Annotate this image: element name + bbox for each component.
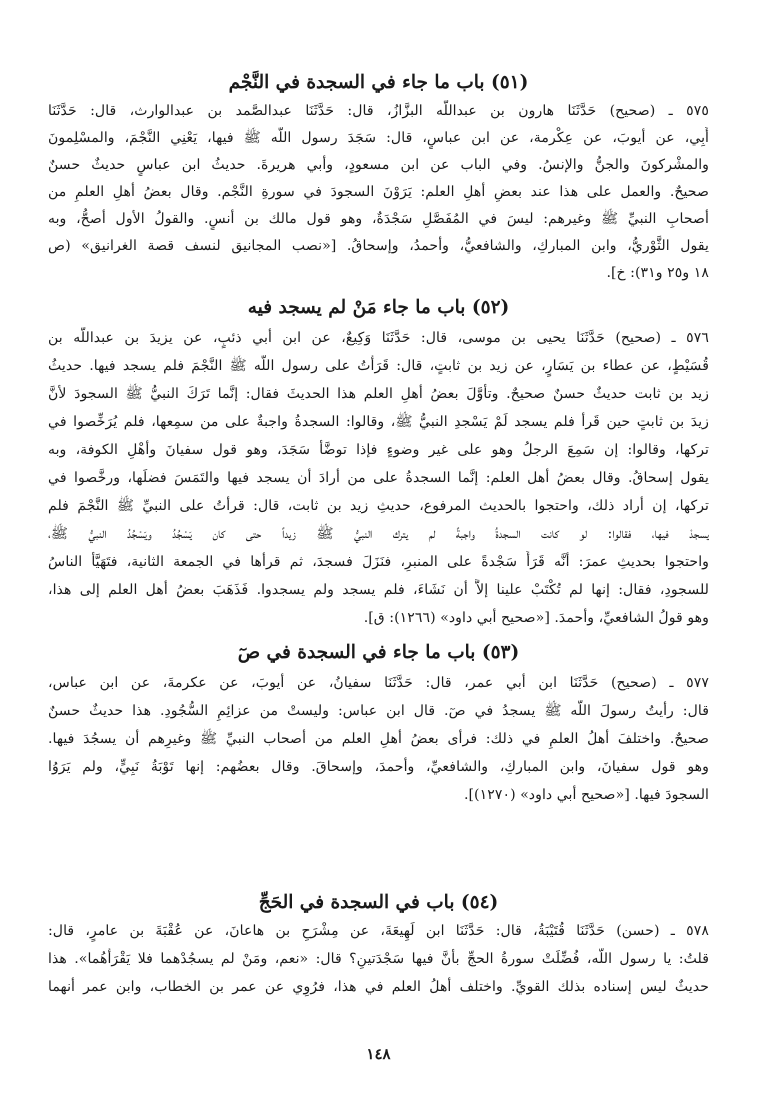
text-line: صحيحٌ. واختلفَ أهلُ العلمِ في ذلك: فرأى بعضُ أهلِ العلم من أصحاب النبيِّ ﷺ وغيرِهم أن يسجُدَ فيها.	[48, 731, 709, 747]
text-line: واحتجوا بحديثِ عمرَ: أنَّه قَرَأَ سَجْدةً على المنبرِ، فنَزَلَ فسجدَ، ثم قرأها في الجمعة الثانية، فتَهَيَّأَ الناسُ	[48, 554, 709, 570]
text-line: يقول الثَّوْريُّ، وابن المباركِ، والشافعيُّ، وأحمدُ، وإسحاقُ. [«نصب المجانيق لنسف قصة الغرانيق» (ص	[48, 238, 709, 254]
section-heading-52: (٥٢) باب ما جاء مَنْ لم يسجد فيه	[247, 297, 510, 318]
text-line: زيدَ بن ثابتٍ حين قَرأ فلم يسجد لَمْ يَسْجدِ النبيُّ ﷺ، وقالوا: السجدةُ واجبةٌ على من سمِعها، فلم يُرَخِّصوا في	[48, 414, 709, 430]
text-line: يسجدْ فيها، فقالوا: لو كانت السجدةُ واجبةً لم يترك النبيُّ ﷺ زيداً حتى كان يَسْجُدُ ويَسْجُدُ النبيُّ ﷺ،	[48, 526, 709, 542]
text-line: حديثٌ ليس إسناده بذلك القويِّ. واختلف أهلُ العلم في هذا، فرُوِي عن عمر بن الخطاب، وابن عمر أنهما	[48, 979, 709, 995]
text-line: ٥٧٥ ـ (صحيح) حَدَّثَنَا هارون بن عبداللّه البزَّازُ، قال: حَدَّثَنَا عبدالصَّمد بن عبدالوارث، قال: حَدَّثَنَا	[48, 103, 709, 119]
text-line: ٥٧٦ ـ (صحيح) حَدَّثَنَا يحيى بن موسى، قال: حَدَّثَنَا وَكِيعٌ، عن ابن أبي ذئبٍ، عن يزيدَ بن عبداللّه بن	[48, 330, 709, 346]
text-line: تركها، وقالوا: إن سَمِعَ الرجلُ وهو على غير وضوءٍ فإذا توضَّأَ سَجَدَ، وهو قول سفيانَ وأهْلِ الكوفة، وبه	[48, 442, 709, 458]
text-line: أصحابِ النبيِّ ﷺ وغيرهم: ليسَ في المُفَصَّلِ سَجْدَةٌ، وهو قول مالك بن أنسٍ. والقولُ الأول أصحُّ، وبه	[48, 211, 709, 227]
text-line: ١٨ و٢٥ و٣١): خ].	[606, 265, 709, 281]
page-number: ١٤٨	[366, 1045, 391, 1063]
text-line: أَبِي، عن أيوبَ، عن عِكْرمة، عن ابن عباسٍ، قال: سَجَدَ رسول اللّه ﷺ فيها، يَعْنِي النَّجْمَ، والمسْلِمونَ	[48, 130, 709, 146]
text-line: ٥٧٨ ـ (حسن) حَدَّثَنَا قُتَيْبَةُ، قال: حَدَّثَنَا ابن لَهِيعَةَ، عن مِشْرَحِ بن هاعانَ، عن عُقْبَةَ بن عامرٍ، قال:	[48, 923, 709, 939]
text-line: السجودَ فيها. [«صحيح أبي داود» (١٢٧٠)].	[463, 787, 709, 803]
text-line: وهو قولُ الشافعيِّ، وأحمدَ. [«صحيح أبي داود» (١٢٦٦): ق].	[363, 610, 709, 626]
text-line: تركها، إن أراد ذلك، واحتجوا بالحديث المرفوع، حديثِ زيد بن ثابت، قال: قرأتُ على النبيِّ ﷺ النَّجْمَ فلم	[48, 498, 709, 514]
section-heading-53: (٥٣) باب ما جاء في السجدة في صٓ	[237, 642, 520, 663]
text-line: ٥٧٧ ـ (صحيح) حَدَّثَنَا ابن أبي عمر، قال: حَدَّثَنَا سفيانُ، عن أيوبَ، عن عكرمةَ، عن ابن عباس،	[48, 675, 709, 691]
text-line: وهو قول سفيانَ، وابن المباركِ، والشافعيِّ، وأحمدَ، وإسحاقَ. وقال بعضُهم: إنها تَوْبَةُ نَبِيٍّ، ولم يَرَوُا	[48, 759, 709, 775]
section-heading-51: (٥١) باب ما جاء في السجدة في النَّجْم	[228, 72, 529, 93]
text-line: للسجودِ، فقال: إنها لم تُكْتَبْ علينا إلاَّ أن نَشَاءَ، فلم يسجد ولم يسجدوا. فَذَهَبَ بعضُ أهل العلم إلى هذا،	[48, 582, 709, 598]
text-line: صحيحٌ. والعمل على هذا عند بعضِ أهلِ العلم: يَرَوْنَ السجودَ في سورةِ النَّجْم. وقال بعضُ أهلِ العلمِ من	[48, 184, 709, 200]
section-heading-54: (٥٤) باب في السجدة في الحَجِّ	[258, 892, 499, 913]
text-line: قلتُ: يا رسول اللّه، فُضِّلَتْ سورةُ الحجِّ بأنَّ فيها سَجْدَتينِ؟ قال: «نعم، ومَنْ لم يسجُدْهما فلا يَقْرَأْهُما». هذا	[48, 951, 709, 967]
text-line: يقول إسحاقُ. وقال بعضُ أهل العلم: إنَّما السجدةُ على من أرادَ أن يسجد فيها والتَمَسَ فضلَها، ورخَّصوا في	[48, 470, 709, 486]
text-line: قُسَيْطٍ، عن عطاء بن يَسَارٍ، عن زيد بن ثابتٍ، قال: قَرَأْتُ على رسول اللّه ﷺ النَّجْمَ فلم يسجد فيها. حديثُ	[48, 358, 709, 374]
text-line: زيد بن ثابت حديثٌ حسنٌ صحيحٌ. وتأوَّلَ بعضُ أهلِ العلم هذا الحديثَ فقال: إنَّما تَرَكَ النبيُّ ﷺ السجودَ لأنَّ	[48, 386, 709, 402]
text-line: والمشْركونَ والجنُّ والإنسُ. وفي الباب عن ابن مسعودٍ، وأبي هريرةَ. حديثُ ابن عباسٍ حديثٌ حسنٌ	[48, 157, 709, 173]
text-line: قال: رأيتُ رسولَ اللّه ﷺ يسجدُ في صٓ. قال ابن عباس: وليستْ من عزائِمِ السُّجُودِ. هذا حديثٌ حسنٌ	[48, 703, 709, 719]
